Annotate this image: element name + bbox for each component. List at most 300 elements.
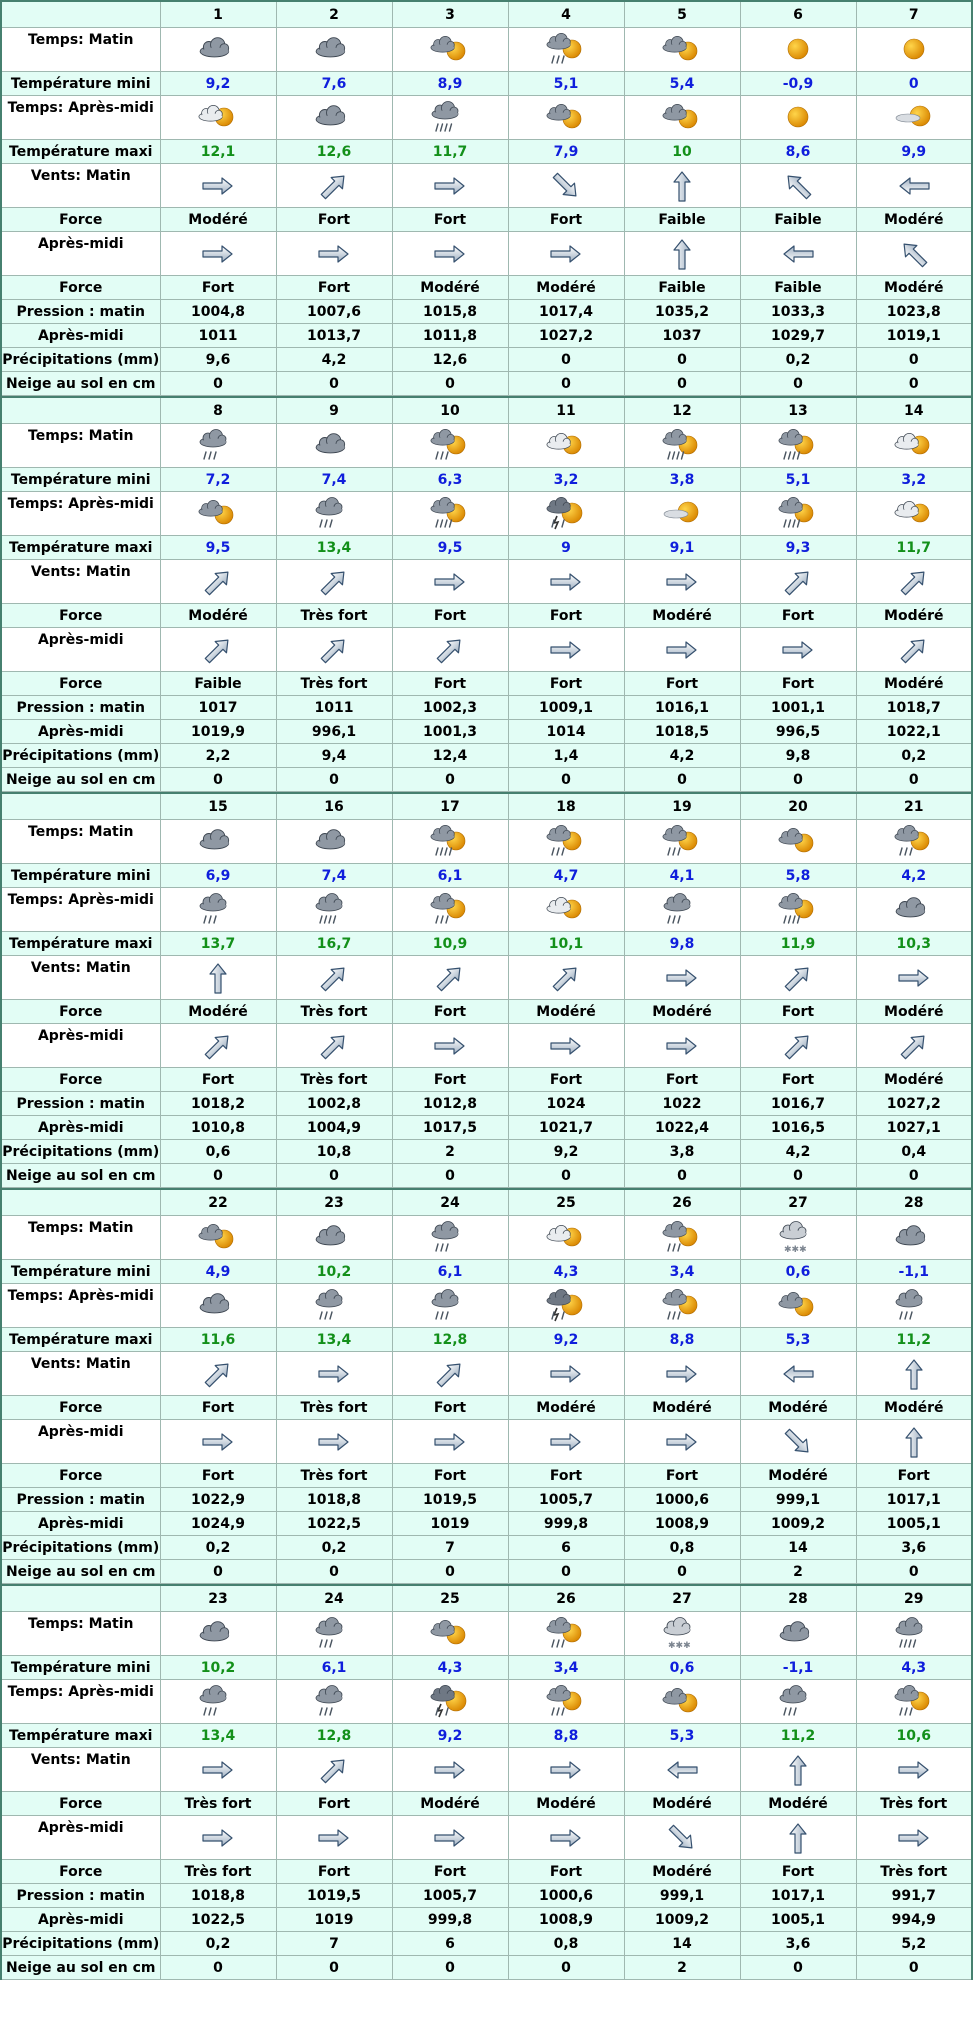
shower-icon — [276, 1612, 392, 1656]
shower-icon — [276, 1680, 392, 1724]
row-pres-pm — [1, 1908, 972, 1932]
row-label: Temps: Après-midi — [1, 1284, 160, 1328]
row-snow — [1, 372, 972, 396]
row-weather-pm — [1, 888, 972, 932]
wind-force: Très fort — [160, 1792, 276, 1816]
wind-force: Fort — [624, 1068, 740, 1092]
min-temperature: 10,2 — [276, 1260, 392, 1284]
day-number: 16 — [276, 793, 392, 820]
wind-force: Fort — [740, 604, 856, 628]
corner-cell — [1, 1, 160, 28]
wind-arrow-icon — [508, 1816, 624, 1860]
pressure-value: 1027,2 — [508, 324, 624, 348]
min-temperature: 3,4 — [624, 1260, 740, 1284]
max-temperature: 5,3 — [624, 1724, 740, 1748]
wind-force: Fort — [392, 672, 508, 696]
wind-arrow-icon — [392, 1748, 508, 1792]
wind-arrow-icon — [740, 1748, 856, 1792]
row-precip — [1, 1140, 972, 1164]
max-temperature: 9,2 — [392, 1724, 508, 1748]
wind-force: Modéré — [392, 1792, 508, 1816]
pressure-value: 1011,8 — [392, 324, 508, 348]
max-temperature: 11,7 — [856, 536, 972, 560]
day-number: 23 — [160, 1585, 276, 1612]
row-label: Force — [1, 604, 160, 628]
row-force-am — [1, 1396, 972, 1420]
wind-arrow-icon — [856, 232, 972, 276]
sun-icon — [740, 28, 856, 72]
pressure-value: 1019 — [392, 1512, 508, 1536]
rain-sun-icon — [740, 492, 856, 536]
max-temperature: 12,8 — [392, 1328, 508, 1352]
snow-value: 0 — [624, 1164, 740, 1188]
max-temperature: 11,7 — [392, 140, 508, 164]
shower-sun-icon — [624, 820, 740, 864]
row-precip — [1, 348, 972, 372]
day-number: 25 — [392, 1585, 508, 1612]
wind-force: Très fort — [276, 1464, 392, 1488]
cloudy-icon — [740, 1612, 856, 1656]
wind-arrow-icon — [392, 956, 508, 1000]
row-label: Après-midi — [1, 1420, 160, 1464]
wind-force: Modéré — [624, 1396, 740, 1420]
sun-icon — [740, 96, 856, 140]
pressure-value: 1022,5 — [160, 1908, 276, 1932]
wind-force: Fort — [276, 208, 392, 232]
rain-sun-icon — [624, 424, 740, 468]
shower-icon — [740, 1680, 856, 1724]
pressure-value: 1002,8 — [276, 1092, 392, 1116]
precipitation-value: 0,4 — [856, 1140, 972, 1164]
wind-force: Fort — [392, 1000, 508, 1024]
snow-value: 2 — [740, 1560, 856, 1584]
min-temperature: 3,4 — [508, 1656, 624, 1680]
max-temperature: 11,2 — [856, 1328, 972, 1352]
snow-value: 0 — [740, 1164, 856, 1188]
min-temperature: 5,8 — [740, 864, 856, 888]
pressure-value: 1000,6 — [508, 1884, 624, 1908]
max-temperature: 11,6 — [160, 1328, 276, 1352]
row-precip — [1, 1932, 972, 1956]
day-number: 8 — [160, 397, 276, 424]
row-label: Après-midi — [1, 1024, 160, 1068]
day-number: 3 — [392, 1, 508, 28]
wind-arrow-icon — [276, 164, 392, 208]
pressure-value: 1001,3 — [392, 720, 508, 744]
day-number: 28 — [856, 1189, 972, 1216]
wind-force: Modéré — [160, 604, 276, 628]
wind-arrow-icon — [508, 956, 624, 1000]
pressure-value: 1010,8 — [160, 1116, 276, 1140]
row-label: Pression : matin — [1, 1092, 160, 1116]
cloud-sun-icon — [160, 492, 276, 536]
pressure-value: 1005,1 — [856, 1512, 972, 1536]
cloudy-icon — [276, 820, 392, 864]
wind-force: Fort — [740, 672, 856, 696]
row-tmin — [1, 864, 972, 888]
wind-force: Modéré — [392, 276, 508, 300]
wind-arrow-icon — [740, 1024, 856, 1068]
min-temperature: 7,6 — [276, 72, 392, 96]
row-label: Après-midi — [1, 720, 160, 744]
wind-force: Fort — [508, 208, 624, 232]
min-temperature: 10,2 — [160, 1656, 276, 1680]
wind-force: Modéré — [856, 604, 972, 628]
wind-force: Modéré — [856, 1068, 972, 1092]
precipitation-value: 6 — [508, 1536, 624, 1560]
row-tmax — [1, 1724, 972, 1748]
corner-cell — [1, 1189, 160, 1216]
precipitation-value: 0,8 — [508, 1932, 624, 1956]
snow-value: 0 — [276, 1560, 392, 1584]
wind-arrow-icon — [160, 1352, 276, 1396]
wind-force: Fort — [392, 1860, 508, 1884]
pressure-value: 1018,5 — [624, 720, 740, 744]
wind-arrow-icon — [276, 560, 392, 604]
partly-sunny-icon — [508, 1216, 624, 1260]
wind-force: Faible — [624, 208, 740, 232]
shower-icon — [276, 1284, 392, 1328]
wind-arrow-icon — [160, 956, 276, 1000]
shower-sun-icon — [508, 820, 624, 864]
precipitation-value: 0,2 — [276, 1536, 392, 1560]
row-wind-am — [1, 560, 972, 604]
snow-value: 0 — [508, 1956, 624, 1980]
snow-value: 0 — [624, 768, 740, 792]
wind-arrow-icon — [392, 1024, 508, 1068]
rain-sun-icon — [740, 424, 856, 468]
pressure-value: 1018,8 — [160, 1884, 276, 1908]
row-tmax — [1, 932, 972, 956]
shower-sun-icon — [624, 1284, 740, 1328]
row-label: Vents: Matin — [1, 1748, 160, 1792]
row-wind-pm — [1, 232, 972, 276]
pressure-value: 1009,2 — [740, 1512, 856, 1536]
pressure-value: 999,1 — [740, 1488, 856, 1512]
rain-sun-icon — [392, 820, 508, 864]
pressure-value: 991,7 — [856, 1884, 972, 1908]
cloudy-icon — [160, 1612, 276, 1656]
wind-arrow-icon — [624, 956, 740, 1000]
row-label: Précipitations (mm) — [1, 744, 160, 768]
precipitation-value: 0,6 — [160, 1140, 276, 1164]
row-tmin — [1, 1260, 972, 1284]
precipitation-value: 9,2 — [508, 1140, 624, 1164]
row-label: Temps: Après-midi — [1, 96, 160, 140]
row-label: Force — [1, 276, 160, 300]
pressure-value: 1017,5 — [392, 1116, 508, 1140]
storm-icon — [508, 1284, 624, 1328]
pressure-value: 994,9 — [856, 1908, 972, 1932]
corner-cell — [1, 1585, 160, 1612]
wind-arrow-icon — [508, 164, 624, 208]
precipitation-value: 2 — [392, 1140, 508, 1164]
snow-value: 0 — [740, 768, 856, 792]
day-number: 10 — [392, 397, 508, 424]
max-temperature: 11,2 — [740, 1724, 856, 1748]
row-label: Temps: Matin — [1, 1216, 160, 1260]
shower-sun-icon — [508, 28, 624, 72]
pressure-value: 1011 — [160, 324, 276, 348]
wind-force: Modéré — [740, 1396, 856, 1420]
shower-sun-icon — [508, 1612, 624, 1656]
pressure-value: 1029,7 — [740, 324, 856, 348]
pressure-value: 1019 — [276, 1908, 392, 1932]
wind-arrow-icon — [624, 1748, 740, 1792]
wind-force: Modéré — [508, 1792, 624, 1816]
storm-icon — [392, 1680, 508, 1724]
day-number: 12 — [624, 397, 740, 424]
pressure-value: 1018,2 — [160, 1092, 276, 1116]
row-label: Pression : matin — [1, 1488, 160, 1512]
snow-value: 0 — [160, 1560, 276, 1584]
wind-arrow-icon — [856, 1816, 972, 1860]
precipitation-value: 3,6 — [740, 1932, 856, 1956]
row-label: Température maxi — [1, 1328, 160, 1352]
pressure-value: 1027,2 — [856, 1092, 972, 1116]
day-number: 28 — [740, 1585, 856, 1612]
min-temperature: -1,1 — [856, 1260, 972, 1284]
wind-force: Fort — [160, 1068, 276, 1092]
wind-arrow-icon — [276, 1420, 392, 1464]
wind-arrow-icon — [856, 628, 972, 672]
snow-value: 0 — [160, 1164, 276, 1188]
snow-value: 0 — [508, 1560, 624, 1584]
cloudy-icon — [276, 424, 392, 468]
wind-force: Modéré — [856, 1396, 972, 1420]
max-temperature: 8,6 — [740, 140, 856, 164]
wind-force: Très fort — [276, 1068, 392, 1092]
min-temperature: 7,2 — [160, 468, 276, 492]
snow-value: 0 — [508, 372, 624, 396]
day-number: 23 — [276, 1189, 392, 1216]
max-temperature: 8,8 — [508, 1724, 624, 1748]
pressure-value: 1021,7 — [508, 1116, 624, 1140]
day-number: 19 — [624, 793, 740, 820]
row-weather-pm — [1, 492, 972, 536]
pressure-value: 1019,9 — [160, 720, 276, 744]
day-number: 27 — [740, 1189, 856, 1216]
min-temperature: 7,4 — [276, 864, 392, 888]
mostly-sunny-icon — [856, 96, 972, 140]
wind-arrow-icon — [276, 628, 392, 672]
pressure-value: 1008,9 — [624, 1512, 740, 1536]
pressure-value: 1019,1 — [856, 324, 972, 348]
min-temperature: -1,1 — [740, 1656, 856, 1680]
precipitation-value: 7 — [392, 1536, 508, 1560]
corner-cell — [1, 397, 160, 424]
snow-value: 0 — [276, 1164, 392, 1188]
wind-arrow-icon — [392, 1420, 508, 1464]
row-label: Précipitations (mm) — [1, 1932, 160, 1956]
cloudy-icon — [160, 28, 276, 72]
row-pres-am — [1, 1092, 972, 1116]
wind-arrow-icon — [160, 1748, 276, 1792]
day-number: 27 — [624, 1585, 740, 1612]
precipitation-value: 0,8 — [624, 1536, 740, 1560]
day-number: 17 — [392, 793, 508, 820]
pressure-value: 1005,1 — [740, 1908, 856, 1932]
min-temperature: 3,2 — [856, 468, 972, 492]
wind-force: Fort — [740, 1068, 856, 1092]
precipitation-value: 5,2 — [856, 1932, 972, 1956]
partly-sunny-icon — [160, 96, 276, 140]
shower-sun-icon — [392, 888, 508, 932]
day-number: 9 — [276, 397, 392, 424]
max-temperature: 13,7 — [160, 932, 276, 956]
row-label: Précipitations (mm) — [1, 1140, 160, 1164]
snow-value: 0 — [160, 372, 276, 396]
wind-arrow-icon — [624, 1420, 740, 1464]
wind-force: Modéré — [160, 1000, 276, 1024]
row-label: Précipitations (mm) — [1, 1536, 160, 1560]
day-number: 11 — [508, 397, 624, 424]
row-label: Vents: Matin — [1, 164, 160, 208]
row-label: Après-midi — [1, 1908, 160, 1932]
pressure-value: 1022 — [624, 1092, 740, 1116]
max-temperature: 9,3 — [740, 536, 856, 560]
wind-arrow-icon — [392, 232, 508, 276]
row-force-pm — [1, 672, 972, 696]
wind-force: Modéré — [508, 276, 624, 300]
svg-text:✱✱✱: ✱✱✱ — [784, 1244, 807, 1255]
wind-arrow-icon — [856, 1748, 972, 1792]
wind-arrow-icon — [624, 628, 740, 672]
snow-value: 0 — [392, 768, 508, 792]
snow-value: 2 — [624, 1956, 740, 1980]
wind-arrow-icon — [856, 956, 972, 1000]
pressure-value: 1023,8 — [856, 300, 972, 324]
max-temperature: 8,8 — [624, 1328, 740, 1352]
row-label: Température mini — [1, 72, 160, 96]
wind-force: Modéré — [856, 276, 972, 300]
row-precip — [1, 744, 972, 768]
row-label: Neige au sol en cm — [1, 1164, 160, 1188]
wind-arrow-icon — [508, 1748, 624, 1792]
min-temperature: 4,9 — [160, 1260, 276, 1284]
pressure-value: 1000,6 — [624, 1488, 740, 1512]
pressure-value: 1022,1 — [856, 720, 972, 744]
day-number: 21 — [856, 793, 972, 820]
pressure-value: 1016,1 — [624, 696, 740, 720]
min-temperature: -0,9 — [740, 72, 856, 96]
partly-sunny-icon — [856, 424, 972, 468]
max-temperature: 13,4 — [160, 1724, 276, 1748]
row-label: Température mini — [1, 1260, 160, 1284]
cloudy-icon — [276, 96, 392, 140]
wind-arrow-icon — [160, 1024, 276, 1068]
row-weather-am — [1, 1216, 972, 1260]
day-number: 20 — [740, 793, 856, 820]
precipitation-value: 0,2 — [740, 348, 856, 372]
wind-force: Fort — [508, 604, 624, 628]
pressure-value: 1008,9 — [508, 1908, 624, 1932]
row-label: Vents: Matin — [1, 1352, 160, 1396]
sun-icon — [856, 28, 972, 72]
wind-arrow-icon — [392, 560, 508, 604]
row-tmin — [1, 1656, 972, 1680]
max-temperature: 9 — [508, 536, 624, 560]
row-force-pm — [1, 1860, 972, 1884]
pressure-value: 1014 — [508, 720, 624, 744]
row-pres-pm — [1, 1116, 972, 1140]
pressure-value: 1018,7 — [856, 696, 972, 720]
wind-force: Très fort — [276, 1000, 392, 1024]
row-label: Temps: Matin — [1, 1612, 160, 1656]
precipitation-value: 4,2 — [624, 744, 740, 768]
row-label: Pression : matin — [1, 696, 160, 720]
wind-arrow-icon — [740, 628, 856, 672]
precipitation-value: 14 — [740, 1536, 856, 1560]
day-number: 13 — [740, 397, 856, 424]
shower-sun-icon — [392, 424, 508, 468]
wind-arrow-icon — [740, 956, 856, 1000]
row-weather-pm — [1, 1680, 972, 1724]
min-temperature: 5,4 — [624, 72, 740, 96]
week-table — [0, 396, 973, 792]
pressure-value: 1002,3 — [392, 696, 508, 720]
row-wind-am — [1, 1748, 972, 1792]
wind-arrow-icon — [160, 164, 276, 208]
rain-icon — [392, 96, 508, 140]
pressure-value: 1017,1 — [740, 1884, 856, 1908]
row-pres-pm — [1, 324, 972, 348]
shower-sun-icon — [856, 1680, 972, 1724]
min-temperature: 3,2 — [508, 468, 624, 492]
wind-force: Modéré — [624, 1792, 740, 1816]
row-tmin — [1, 72, 972, 96]
row-force-pm — [1, 276, 972, 300]
wind-force: Très fort — [856, 1860, 972, 1884]
row-force-am — [1, 1000, 972, 1024]
wind-arrow-icon — [856, 560, 972, 604]
pressure-value: 1024,9 — [160, 1512, 276, 1536]
row-label: Température maxi — [1, 536, 160, 560]
shower-icon — [392, 1216, 508, 1260]
wind-force: Fort — [392, 604, 508, 628]
precipitation-value: 0 — [624, 348, 740, 372]
cloudy-icon — [856, 1216, 972, 1260]
row-snow — [1, 1956, 972, 1980]
rain-sun-icon — [392, 492, 508, 536]
wind-arrow-icon — [624, 164, 740, 208]
min-temperature: 0 — [856, 72, 972, 96]
wind-force: Modéré — [508, 1396, 624, 1420]
cloudy-icon — [276, 28, 392, 72]
pressure-value: 1013,7 — [276, 324, 392, 348]
min-temperature: 6,9 — [160, 864, 276, 888]
snow-value: 0 — [276, 1956, 392, 1980]
row-label: Neige au sol en cm — [1, 372, 160, 396]
wind-arrow-icon — [276, 232, 392, 276]
wind-force: Fort — [160, 276, 276, 300]
row-label: Après-midi — [1, 1512, 160, 1536]
wind-arrow-icon — [624, 560, 740, 604]
wind-arrow-icon — [276, 1748, 392, 1792]
max-temperature: 12,1 — [160, 140, 276, 164]
rain-sun-icon — [740, 888, 856, 932]
precipitation-value: 7 — [276, 1932, 392, 1956]
snow-value: 0 — [392, 372, 508, 396]
row-weather-pm — [1, 96, 972, 140]
row-weather-am — [1, 820, 972, 864]
row-wind-am — [1, 1352, 972, 1396]
cloudy-icon — [160, 1284, 276, 1328]
wind-force: Modéré — [624, 604, 740, 628]
pressure-value: 1001,1 — [740, 696, 856, 720]
min-temperature: 4,3 — [392, 1656, 508, 1680]
wind-force: Modéré — [508, 1000, 624, 1024]
